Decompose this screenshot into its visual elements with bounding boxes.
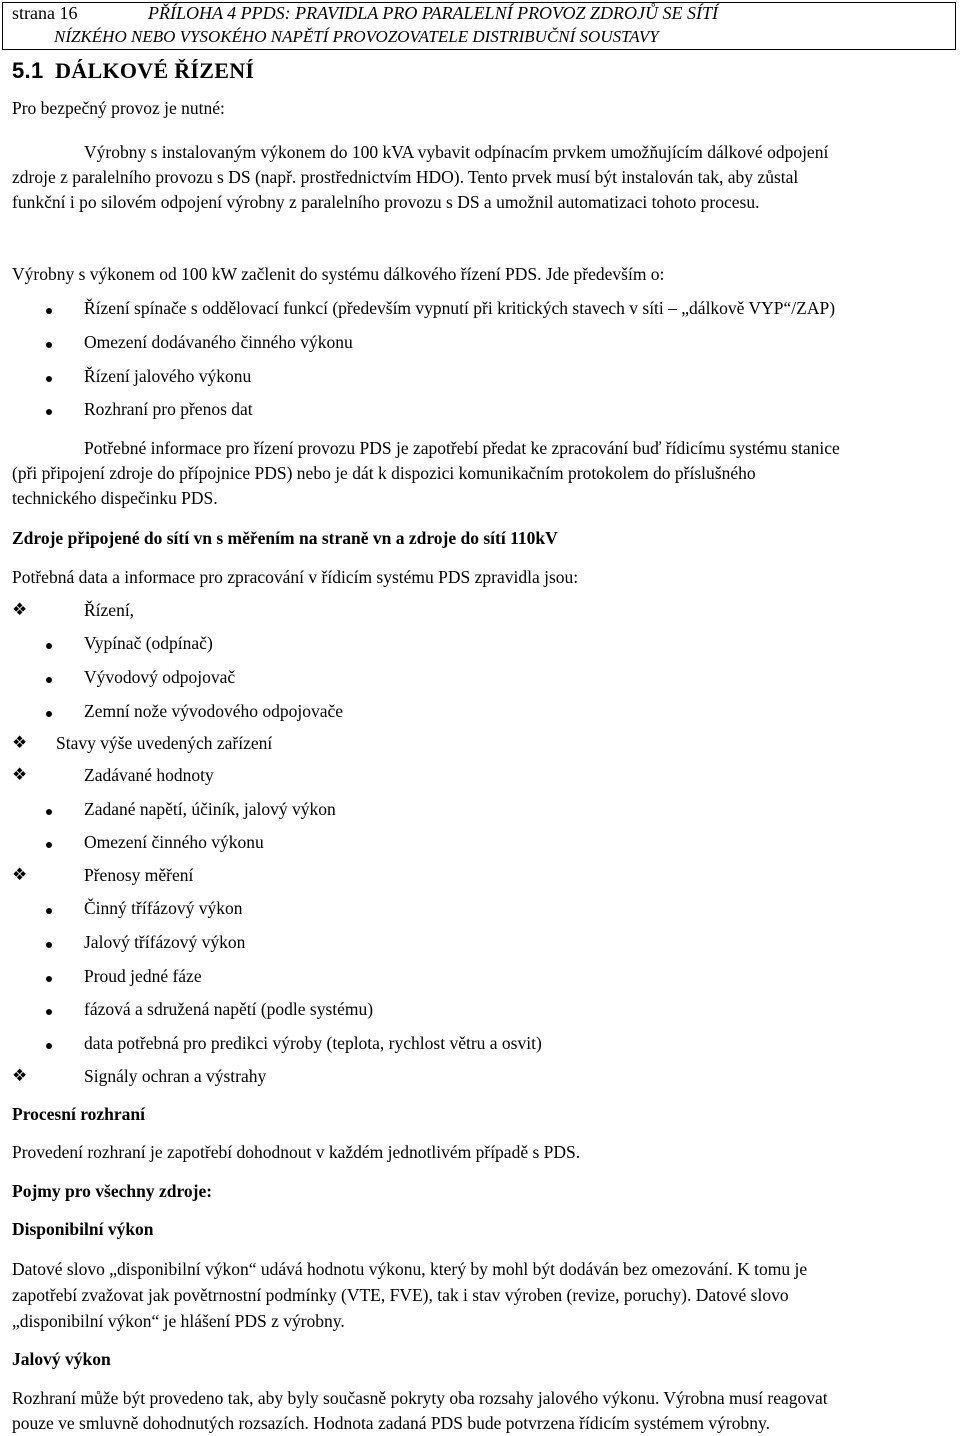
- reactive-line2: pouze ve smluvně dohodnutých rozsazích. Hodnota zadaná PDS bude potvrzena řídicím systémem výrobny.: [12, 1413, 770, 1433]
- diamond-bullet-icon: ❖: [12, 765, 28, 784]
- process-heading: Procesní rozhraní: [12, 1104, 146, 1124]
- tree-measurements: Přenosy měření: [84, 865, 194, 885]
- list1-item-1: Řízení spínače s oddělovací funkcí (především vypnutí při kritických stavech v síti – „dálkově VYP“/ZAP): [84, 298, 836, 318]
- reactive-heading: Jalový výkon: [12, 1349, 111, 1369]
- diamond-bullet-icon: ❖: [12, 1066, 28, 1085]
- data-intro: Potřebná data a informace pro zpracování v řídicím systému PDS zpravidla jsou:: [12, 567, 579, 587]
- list1-item-3: Řízení jalového výkonu: [84, 366, 252, 386]
- tree-measurement-item-2: Jalový třífázový výkon: [84, 932, 246, 952]
- tree-measurement-item-5: data potřebná pro predikci výroby (teplota, rychlost větru a osvit): [84, 1033, 542, 1053]
- reactive-line1: Rozhraní může být provedeno tak, aby byly současně pokryty oba rozsahy jalového výkonu. Výrobna musí reagovat: [12, 1388, 828, 1408]
- para2-text: Výrobny s výkonem od 100 kW začlenit do systému dálkového řízení PDS. Jde především o:: [12, 264, 665, 284]
- diamond-bullet-icon: ❖: [12, 733, 28, 752]
- section-title: [12, 58, 254, 84]
- tree-setpoint-item-1: Zadané napětí, účiník, jalový výkon: [84, 799, 336, 819]
- available-heading: Disponibilní výkon: [12, 1219, 154, 1239]
- tree-measurement-item-3: Proud jedné fáze: [84, 966, 202, 986]
- tree-measurement-item-4: fázová a sdružená napětí (podle systému): [84, 999, 374, 1019]
- header-title-line2: NÍZKÉHO NEBO VYSOKÉHO NAPĚTÍ PROVOZOVATELE DISTRIBUČNÍ SOUSTAVY: [54, 27, 659, 46]
- terms-heading: Pojmy pro všechny zdroje:: [12, 1181, 213, 1201]
- diamond-bullet-icon: ❖: [12, 865, 28, 884]
- available-line3: „disponibilní výkon“ je hlášení PDS z výrobny.: [12, 1311, 345, 1331]
- para3-line3: technického dispečinku PDS.: [12, 488, 218, 508]
- diamond-bullet-icon: ❖: [12, 600, 28, 619]
- tree-control-item-2: Vývodový odpojovač: [84, 667, 236, 687]
- para1-line1: Výrobny s instalovaným výkonem do 100 kVA vybavit odpínacím prvkem umožňujícím dálkové odpojení: [84, 142, 829, 162]
- tree-measurement-item-1: Činný třífázový výkon: [84, 898, 243, 918]
- tree-setpoint-item-2: Omezení činného výkonu: [84, 832, 264, 852]
- tree-control-item-1: Vypínač (odpínač): [84, 633, 213, 653]
- para1-line2: zdroje z paralelního provozu s DS (např. prostřednictvím HDO). Tento prvek musí být instalován tak, aby zůstal: [12, 167, 799, 187]
- available-line2: zapotřebí zvažovat jak povětrnostní podmínky (VTE, FVE), tak i stav výroben (revize, poruchy). Datové slovo: [12, 1285, 789, 1305]
- para1-line3: funkční i po silovém odpojení výrobny z paralelního provozu s DS a umožnil automatizaci tohoto procesu.: [12, 192, 760, 212]
- tree-signals: Signály ochran a výstrahy: [84, 1066, 267, 1086]
- process-text: Provedení rozhraní je zapotřebí dohodnout v každém jednotlivém případě s PDS.: [12, 1142, 581, 1162]
- available-line1: Datové slovo „disponibilní výkon“ udává hodnotu výkonu, který by mohl být dodáván bez omezování. K tomu je: [12, 1259, 808, 1279]
- section-number: 5.1: [12, 58, 44, 83]
- intro-text: Pro bezpečný provoz je nutné:: [12, 98, 225, 118]
- list1-item-2: Omezení dodávaného činného výkonu: [84, 332, 353, 352]
- header-title-line1: PŘÍLOHA 4 PPDS: PRAVIDLA PRO PARALELNÍ PROVOZ ZDROJŮ SE SÍTÍ: [148, 3, 719, 23]
- list1-item-4: Rozhraní pro přenos dat: [84, 399, 253, 419]
- tree-setpoints: Zadávané hodnoty: [84, 765, 214, 785]
- tree-states: Stavy výše uvedených zařízení: [56, 733, 273, 753]
- para3-line2: (při připojení zdroje do přípojnice PDS) nebo je dát k dispozici komunikačním protokolem do příslušného: [12, 463, 756, 483]
- section-title-text: DÁLKOVÉ ŘÍZENÍ: [55, 58, 255, 83]
- tree-control-item-3: Zemní nože vývodového odpojovače: [84, 701, 344, 721]
- tree-control: Řízení,: [84, 600, 135, 620]
- page-number: strana 16: [12, 3, 78, 23]
- para3-line1: Potřebné informace pro řízení provozu PDS je zapotřebí předat ke zpracování buď řídicímu systému stanice: [84, 438, 840, 458]
- sources-heading: Zdroje připojené do sítí vn s měřením na straně vn a zdroje do sítí 110kV: [12, 528, 558, 548]
